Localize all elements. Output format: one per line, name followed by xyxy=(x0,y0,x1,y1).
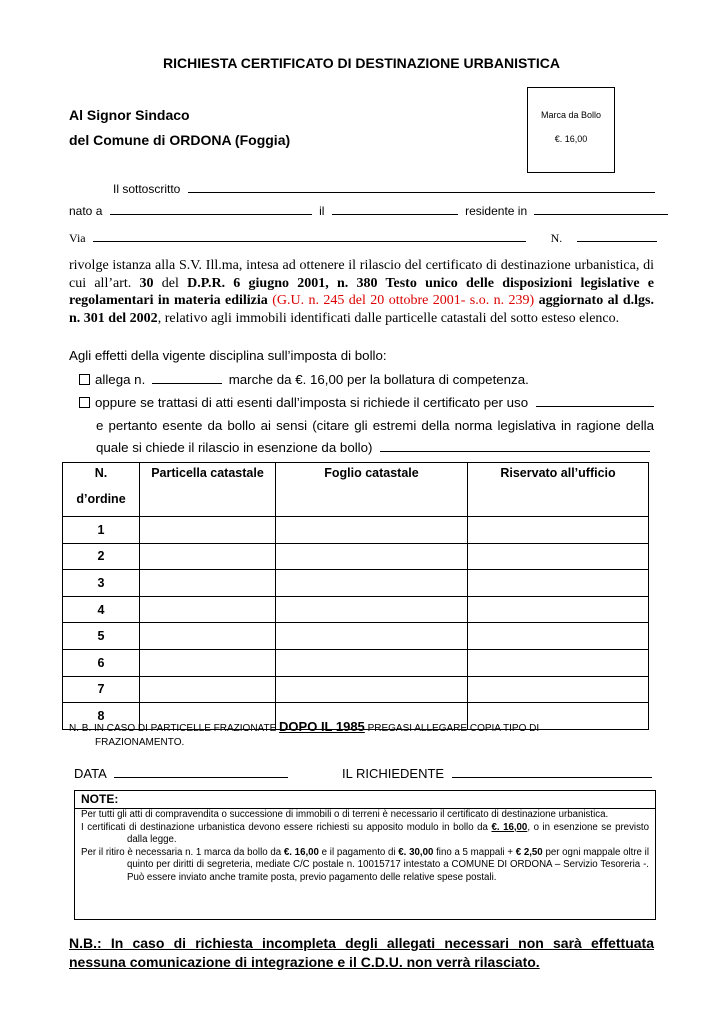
table-row xyxy=(63,623,649,650)
stamp-duty-intro: Agli effetti della vigente disciplina sull’imposta di bollo: xyxy=(69,348,387,363)
date-label: DATA xyxy=(74,766,107,781)
table-header-row xyxy=(63,463,649,517)
recipient-line-1: Al Signor Sindaco xyxy=(69,107,190,123)
office-cell xyxy=(468,596,649,623)
resident-label: residente in xyxy=(465,204,528,218)
sheet-cell[interactable] xyxy=(276,570,468,597)
row-number: 2 xyxy=(63,543,140,570)
header-order-line-2: d’ordine xyxy=(76,492,126,506)
sheet-cell[interactable] xyxy=(276,596,468,623)
parcel-cell[interactable] xyxy=(140,623,276,650)
office-cell xyxy=(468,570,649,597)
exempt-continuation-1: e pertanto esente da bollo ai sensi (citare gli estremi della norma legislativa in ragione della xyxy=(96,418,654,433)
table-row xyxy=(63,517,649,544)
row-number: 1 xyxy=(63,517,140,544)
street-label: Via xyxy=(69,231,86,245)
exempt-checkbox[interactable] xyxy=(79,397,90,408)
undersigned-row xyxy=(113,181,655,196)
row-number: 7 xyxy=(63,676,140,703)
applicant-label: IL RICHIEDENTE xyxy=(342,766,445,781)
note-2-amount: €. 16,00 xyxy=(491,821,528,833)
recipient-line-2: del Comune di ORDONA (Foggia) xyxy=(69,132,291,148)
street-field[interactable] xyxy=(93,230,526,242)
final-warning: N.B.: In caso di richiesta incompleta degli allegati necessari non sarà effettuata nessuna comunicazione di integrazione e il C.D.U. non verrà rilasciato. xyxy=(69,935,654,970)
on-label: il xyxy=(319,204,325,218)
born-label: nato a xyxy=(69,204,103,218)
street-number-field[interactable] xyxy=(577,230,657,242)
exempt-continuation-2 xyxy=(96,440,650,455)
fraction-note-line-2: FRAZIONAMENTO. xyxy=(95,737,185,748)
birthdate-field[interactable] xyxy=(332,203,458,215)
attach-stamps-checkbox[interactable] xyxy=(79,374,90,385)
gazette-reference: (G.U. n. 245 del 20 ottobre 2001- s.o. n. 239) xyxy=(272,293,535,308)
parcel-cell[interactable] xyxy=(140,596,276,623)
fraction-note-emphasis: DOPO IL 1985 xyxy=(279,719,365,734)
note-3 xyxy=(75,847,655,885)
undersigned-field[interactable] xyxy=(188,181,655,193)
parcel-cell[interactable] xyxy=(140,649,276,676)
use-field[interactable] xyxy=(536,395,654,407)
note-2 xyxy=(75,822,655,847)
exempt-label: oppure se trattasi di atti esenti dall’imposta si richiede il certificato per uso xyxy=(95,395,529,410)
sheet-cell[interactable] xyxy=(276,676,468,703)
row-number: 8 xyxy=(63,703,140,730)
note-3-text-2: e il pagamento di xyxy=(321,846,396,858)
note-3-text-3: fino a 5 mappali + xyxy=(436,846,513,858)
applicant-signature-field[interactable] xyxy=(452,766,652,778)
sheet-cell[interactable] xyxy=(276,623,468,650)
request-text-2: del xyxy=(161,275,179,291)
residence-field[interactable] xyxy=(534,203,668,215)
request-text-1: rivolge istanza alla S.V. Ill.ma, intesa ad ottenere il rilascio del certificato di destinazione urbanistica, di cui all’art. xyxy=(69,258,654,291)
law-reference: D.P.R. 6 giugno 2001, n. 380 Testo unico delle disposizioni legislative e regolamentari in materia edilizia xyxy=(69,275,654,308)
sheet-cell[interactable] xyxy=(276,543,468,570)
option-exempt xyxy=(79,395,654,410)
update-reference: aggiornato al d.lgs. n. 301 del 2002 xyxy=(69,293,655,326)
header-parcel: Particella catastale xyxy=(140,463,276,517)
parcel-cell[interactable] xyxy=(140,543,276,570)
sheet-cell[interactable] xyxy=(276,649,468,676)
note-3-stamp-amount: €. 16,00 xyxy=(283,846,319,858)
office-cell xyxy=(468,543,649,570)
revenue-stamp-box xyxy=(527,87,615,173)
office-cell xyxy=(468,649,649,676)
date-row xyxy=(74,766,288,781)
request-text-3: , relativo agli immobili identificati dalle particelle catastali del sotto esteso elenco. xyxy=(157,310,620,326)
fraction-note-text-2: PREGASI ALLEGARE COPIA TIPO DI xyxy=(367,723,540,734)
header-sheet: Foglio catastale xyxy=(276,463,468,517)
number-label: N. xyxy=(550,231,563,245)
header-order xyxy=(63,463,140,517)
request-paragraph xyxy=(69,257,654,327)
note-1: Per tutti gli atti di compravendita o successione di immobili o di terreni è necessario il certificato di destinazione urbanistica. xyxy=(81,809,609,820)
note-3-text-4: per ogni mappale oltre il quinto per diritti di segreteria, mediate C/C postale n. 10015717 intestato a COMUNE DI ORDONA – Servizio Tesoreria -. Può essere inviato anche tramite posta, previo pagamento delle relative spese postali. xyxy=(127,846,649,883)
stamp-amount: €. 16,00 xyxy=(554,134,588,144)
office-cell xyxy=(468,676,649,703)
undersigned-label: Il sottoscritto xyxy=(113,182,181,196)
table-row xyxy=(63,649,649,676)
table-row xyxy=(63,543,649,570)
fraction-note-text: N. B. IN CASO DI PARTICELLE FRAZIONATE xyxy=(69,723,277,734)
sheet-cell[interactable] xyxy=(276,517,468,544)
parcel-cell[interactable] xyxy=(140,676,276,703)
date-field[interactable] xyxy=(114,766,288,778)
notes-header: NOTE: xyxy=(75,791,655,809)
parcels-table xyxy=(62,462,649,730)
stamp-label: Marca da Bollo xyxy=(540,110,602,120)
header-order-line-1: N. xyxy=(94,466,108,480)
note-3-text: Per il ritiro è necessaria n. 1 marca da bollo da xyxy=(81,846,282,858)
table-row xyxy=(63,596,649,623)
attach-label-2: marche da €. 16,00 per la bollatura di competenza. xyxy=(228,372,529,387)
notes-box xyxy=(74,790,656,920)
table-row xyxy=(63,676,649,703)
row-number: 5 xyxy=(63,623,140,650)
parcel-cell[interactable] xyxy=(140,517,276,544)
row-number: 3 xyxy=(63,570,140,597)
exempt-cont-label: quale si chiede il rilascio in esenzione da bollo) xyxy=(96,440,373,455)
birthplace-field[interactable] xyxy=(110,203,312,215)
office-cell xyxy=(468,517,649,544)
parcel-cell[interactable] xyxy=(140,570,276,597)
row-number: 6 xyxy=(63,649,140,676)
page-title: RICHIESTA CERTIFICATO DI DESTINAZIONE URBANISTICA xyxy=(163,55,560,71)
note-3-fee: €. 30,00 xyxy=(398,846,434,858)
note-3-extra-fee: € 2,50 xyxy=(515,846,543,858)
legal-reference-field[interactable] xyxy=(380,440,650,452)
article-number: 30 xyxy=(139,275,154,291)
office-cell xyxy=(468,623,649,650)
fraction-note xyxy=(69,720,629,750)
header-office: Riservato all’ufficio xyxy=(468,463,649,517)
stamp-count-field[interactable] xyxy=(152,372,222,384)
birth-row xyxy=(69,203,668,218)
note-2-text: I certificati di destinazione urbanistica devono essere richiesti su apposito modulo in bollo da xyxy=(81,821,488,833)
applicant-row xyxy=(342,766,652,781)
option-attach-stamps xyxy=(79,372,529,387)
attach-label: allega n. xyxy=(95,372,146,387)
note-2-text-2: , o in esenzione se previsto dalla legge. xyxy=(127,821,649,845)
row-number: 4 xyxy=(63,596,140,623)
street-row xyxy=(69,230,657,246)
table-row xyxy=(63,570,649,597)
